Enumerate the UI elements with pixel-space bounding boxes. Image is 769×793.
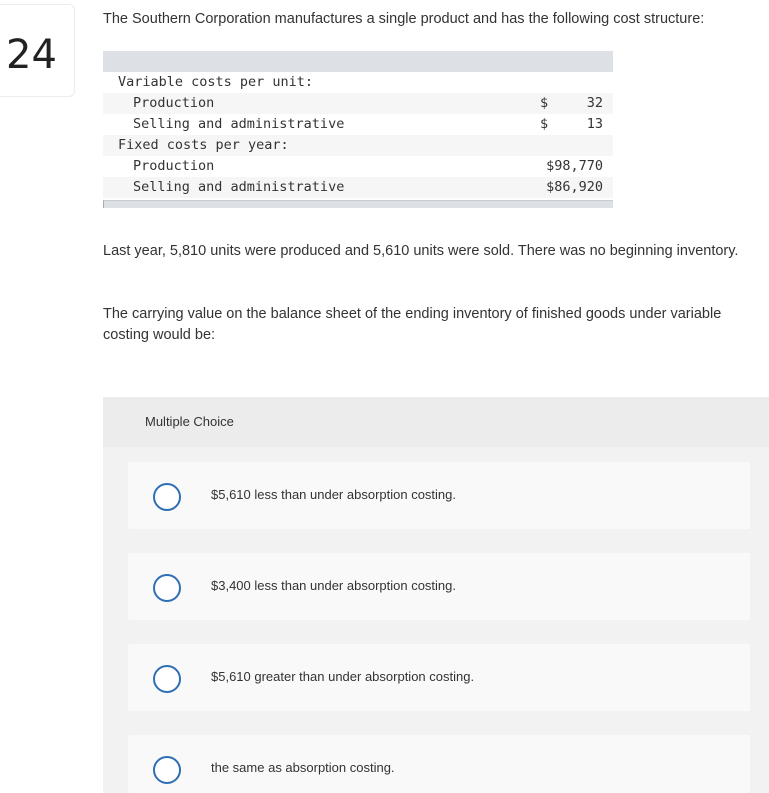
answer-option-4[interactable] <box>128 735 750 793</box>
question-paragraph-1: Last year, 5,810 units were produced and 5,610 units were sold. There was no beginning inventory. <box>103 243 739 259</box>
table-row <box>103 135 613 156</box>
table-row <box>103 114 613 135</box>
question-number-box <box>0 4 75 97</box>
answer-option-3[interactable] <box>128 644 750 711</box>
answer-option-text: $5,610 less than under absorption costing. <box>211 487 457 502</box>
table-row <box>103 72 613 93</box>
question-intro: The Southern Corporation manufactures a single product and has the following cost structure: <box>103 11 705 27</box>
answer-option-text: $5,610 greater than under absorption costing. <box>211 669 475 684</box>
row-amount: 32 <box>586 95 603 111</box>
answer-option-text: $3,400 less than under absorption costing. <box>211 578 457 593</box>
row-amount: $86,920 <box>546 179 603 195</box>
row-label: Selling and administrative <box>133 179 345 195</box>
radio-button[interactable] <box>153 756 181 784</box>
variable-costs-heading: Variable costs per unit: <box>118 74 314 90</box>
cost-structure-table <box>103 51 613 208</box>
row-label: Production <box>133 95 215 111</box>
fixed-costs-heading: Fixed costs per year: <box>118 137 289 153</box>
radio-button[interactable] <box>153 574 181 602</box>
row-currency: $ <box>540 95 549 111</box>
table-row <box>103 177 613 198</box>
row-currency: $ <box>540 116 549 132</box>
radio-button[interactable] <box>153 483 181 511</box>
row-label: Production <box>133 158 215 174</box>
question-number: 24 <box>6 32 57 78</box>
row-amount: 13 <box>586 116 603 132</box>
answer-option-1[interactable] <box>128 462 750 529</box>
multiple-choice-panel <box>103 397 769 793</box>
multiple-choice-header <box>103 397 769 447</box>
answer-option-2[interactable] <box>128 553 750 620</box>
table-footer-bar <box>103 200 613 208</box>
table-row <box>103 156 613 177</box>
table-header-bar <box>103 51 613 72</box>
answer-option-text: the same as absorption costing. <box>211 760 395 775</box>
multiple-choice-title: Multiple Choice <box>145 414 234 429</box>
row-label: Selling and administrative <box>133 116 345 132</box>
table-row <box>103 93 613 114</box>
row-amount: $98,770 <box>546 158 603 174</box>
question-paragraph-2: The carrying value on the balance sheet of the ending inventory of finished goods under variable costing would be: <box>103 306 722 343</box>
radio-button[interactable] <box>153 665 181 693</box>
